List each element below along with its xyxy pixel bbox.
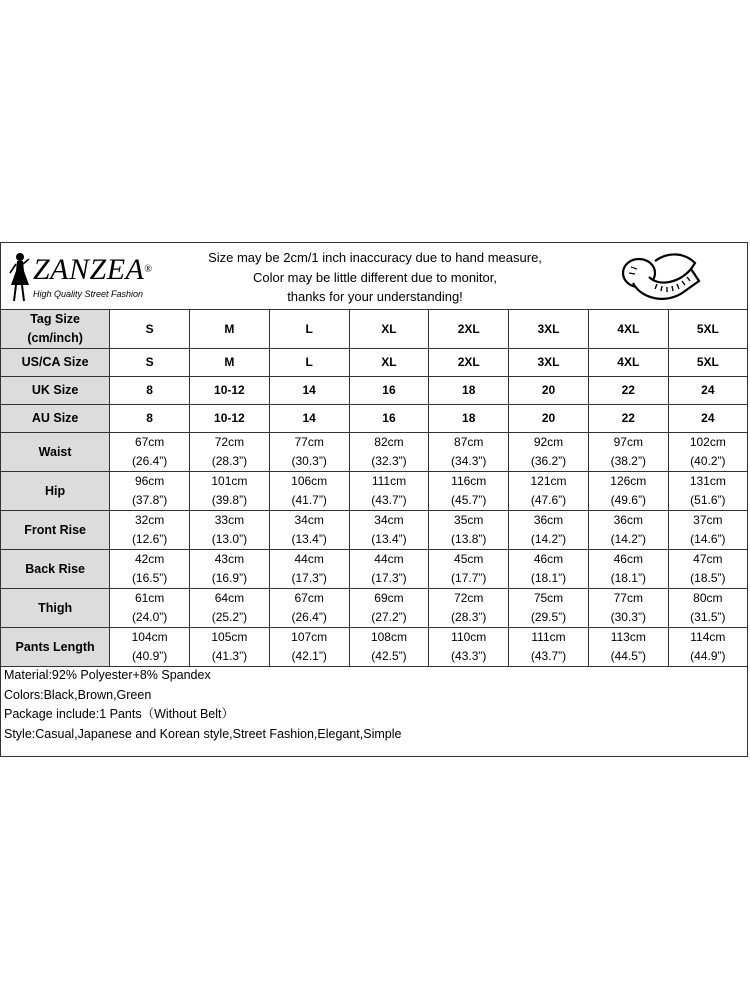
table-row [1,550,747,589]
cm-value: 69cm [374,591,404,605]
inch-value: (44.9”) [690,649,726,663]
size-cell: 20 [509,405,589,433]
cm-value: 77cm [613,591,643,605]
size-chart [0,242,748,757]
inch-value: (43.7”) [371,493,407,507]
cm-value: 72cm [454,591,484,605]
inch-value: (39.8”) [211,493,248,507]
size-cell [349,433,429,472]
size-cell: M [190,349,270,377]
size-cell [269,472,349,511]
row-label: Back Rise [1,550,110,589]
inch-value: (17.3”) [291,571,327,585]
size-cell: 18 [429,405,509,433]
size-cell [509,550,589,589]
size-cell: 4XL [588,310,668,349]
size-cell [588,628,668,667]
notice-line: thanks for your understanding! [287,289,463,304]
inch-value: (42.1”) [291,649,327,663]
size-cell [190,550,270,589]
size-cell: L [269,310,349,349]
cm-value: 77cm [294,435,324,449]
cm-value: 97cm [613,435,643,449]
size-cell: 22 [588,405,668,433]
cm-value: 67cm [294,591,324,605]
cm-value: 36cm [533,513,564,527]
inch-value: (26.4”) [291,610,327,624]
size-cell [110,589,190,628]
table-row [1,472,747,511]
row-label: Tag Size (cm/inch) [1,310,110,349]
cm-value: 110cm [451,630,487,644]
size-cell: 10-12 [190,377,270,405]
table-row [1,511,747,550]
table-row [1,628,747,667]
size-cell: 24 [668,405,747,433]
size-cell [429,511,509,550]
cm-value: 107cm [291,630,328,644]
style-line: Style:Casual,Japanese and Korean style,Street Fashion,Elegant,Simple [4,726,402,741]
cm-value: 101cm [211,474,248,488]
inch-value: (30.3”) [610,610,646,624]
cm-value: 46cm [533,552,564,566]
cm-value: 102cm [689,435,726,449]
inch-value: (40.2”) [690,454,726,468]
cm-value: 64cm [214,591,245,605]
inch-value: (49.6”) [610,493,646,507]
row-label: Pants Length [1,628,110,667]
inch-value: (14.2”) [610,532,646,546]
inch-value: (24.0”) [131,610,168,624]
size-cell [668,589,747,628]
size-cell [509,511,589,550]
inch-value: (16.5”) [131,571,168,585]
size-cell [668,433,747,472]
size-cell: 16 [349,377,429,405]
size-cell: 24 [668,377,747,405]
size-cell [588,511,668,550]
size-cell [668,472,747,511]
size-cell [588,433,668,472]
table-row [1,589,747,628]
table-row [1,310,747,349]
size-cell: 8 [110,377,190,405]
inch-value: (43.7”) [530,649,567,663]
cm-value: 131cm [689,474,726,488]
size-cell: 14 [269,405,349,433]
inch-value: (40.9”) [131,649,168,663]
registered-mark: ® [144,264,153,275]
inch-value: (51.6”) [690,493,726,507]
inch-value: (18.1”) [530,571,567,585]
cm-value: 42cm [134,552,165,566]
cm-value: 37cm [693,513,723,527]
size-cell: S [110,349,190,377]
size-cell [349,589,429,628]
size-cell [349,628,429,667]
size-cell [269,433,349,472]
package-line: Package include:1 Pants（Without Belt） [4,707,234,721]
cm-value: 67cm [134,435,165,449]
inch-value: (13.0”) [211,532,248,546]
inch-value: (13.4”) [291,532,327,546]
row-label: Waist [1,433,110,472]
inch-value: (13.8”) [451,532,487,546]
cm-value: 121cm [530,474,567,488]
cm-value: 44cm [294,552,324,566]
size-cell [668,511,747,550]
size-cell: 2XL [429,349,509,377]
cm-value: 43cm [214,552,245,566]
inch-value: (30.3”) [291,454,327,468]
cm-value: 72cm [214,435,245,449]
size-cell [269,628,349,667]
size-cell: 8 [110,405,190,433]
cm-value: 116cm [451,474,487,488]
size-cell: 2XL [429,310,509,349]
inch-value: (13.4”) [371,532,407,546]
size-cell [509,433,589,472]
table-row [1,377,747,405]
size-cell [349,550,429,589]
row-label: UK Size [1,377,110,405]
cm-value: 106cm [291,474,328,488]
size-cell [588,472,668,511]
chart-header [1,243,747,310]
size-cell [110,628,190,667]
cm-value: 34cm [294,513,324,527]
size-cell [429,550,509,589]
inch-value: (36.2”) [530,454,567,468]
size-cell [588,589,668,628]
size-cell [110,550,190,589]
measuring-tape-icon [619,245,705,307]
inch-value: (41.3”) [211,649,248,663]
size-cell [190,589,270,628]
size-cell [429,589,509,628]
size-cell: XL [349,310,429,349]
inch-value: (18.1”) [610,571,646,585]
inch-value: (47.6”) [530,493,567,507]
inch-value: (27.2”) [371,610,407,624]
size-cell: L [269,349,349,377]
colors-line: Colors:Black,Brown,Green [4,687,152,702]
material-line: Material:92% Polyester+8% Spandex [4,668,211,682]
inch-value: (26.4”) [131,454,168,468]
inch-value: (41.7”) [291,493,327,507]
size-cell: 3XL [509,310,589,349]
table-row [1,405,747,433]
size-cell [668,550,747,589]
product-details [4,666,744,744]
cm-value: 46cm [613,552,643,566]
cm-value: 96cm [134,474,165,488]
inch-value: (17.7”) [451,571,487,585]
cm-value: 111cm [371,474,407,488]
inch-value: (42.5”) [371,649,407,663]
brand-name: ZANZEA [33,253,145,286]
row-label: Thigh [1,589,110,628]
size-cell [509,472,589,511]
cm-value: 114cm [690,630,726,644]
woman-silhouette-icon [5,251,31,303]
inch-value: (14.2”) [530,532,567,546]
size-table [1,310,747,667]
cm-value: 113cm [610,630,646,644]
cm-value: 75cm [533,591,564,605]
size-cell [349,511,429,550]
cm-value: 126cm [610,474,647,488]
size-cell: 5XL [668,310,747,349]
inch-value: (31.5”) [690,610,726,624]
cm-value: 33cm [214,513,245,527]
size-cell: 18 [429,377,509,405]
inch-value: (32.3”) [371,454,407,468]
size-cell: 10-12 [190,405,270,433]
size-cell: 4XL [588,349,668,377]
size-cell [269,589,349,628]
inch-value: (38.2”) [610,454,646,468]
cm-value: 44cm [374,552,404,566]
size-cell: M [190,310,270,349]
size-cell [190,628,270,667]
size-cell [110,472,190,511]
cm-value: 61cm [134,591,165,605]
size-cell [190,433,270,472]
size-cell: 5XL [668,349,747,377]
size-cell [190,472,270,511]
brand-tagline: High Quality Street Fashion [33,289,144,299]
inch-value: (28.3”) [451,610,487,624]
size-cell: 16 [349,405,429,433]
size-cell [509,628,589,667]
inch-value: (16.9”) [211,571,248,585]
measurement-notice [171,248,579,307]
size-cell [190,511,270,550]
cm-value: 104cm [131,630,168,644]
inch-value: (45.7”) [451,493,487,507]
inch-value: (37.8”) [131,493,168,507]
size-cell [429,433,509,472]
table-row [1,349,747,377]
cm-value: 108cm [370,630,407,644]
table-row [1,433,747,472]
cm-value: 105cm [211,630,248,644]
cm-value: 45cm [454,552,484,566]
row-label: Hip [1,472,110,511]
inch-value: (12.6”) [131,532,168,546]
inch-value: (28.3”) [211,454,248,468]
inch-value: (29.5”) [530,610,567,624]
cm-value: 32cm [134,513,165,527]
size-cell: XL [349,349,429,377]
cm-value: 80cm [693,591,723,605]
size-cell [269,511,349,550]
size-cell: 20 [509,377,589,405]
size-cell: S [110,310,190,349]
cm-value: 34cm [374,513,404,527]
inch-value: (43.3”) [451,649,487,663]
cm-value: 111cm [531,630,566,644]
size-cell [668,628,747,667]
size-cell: 22 [588,377,668,405]
inch-value: (18.5”) [690,571,726,585]
inch-value: (14.6”) [690,532,726,546]
brand-logo [5,249,165,305]
size-cell [269,550,349,589]
notice-line: Color may be little different due to monitor, [253,269,497,285]
inch-value: (44.5”) [610,649,646,663]
cm-value: 87cm [454,435,484,449]
row-label: US/CA Size [1,349,110,377]
cm-value: 92cm [533,435,564,449]
cm-value: 35cm [454,513,484,527]
row-label: Front Rise [1,511,110,550]
notice-line: Size may be 2cm/1 inch inaccuracy due to hand measure, [208,250,542,265]
inch-value: (25.2”) [211,610,248,624]
cm-value: 47cm [693,552,723,566]
size-cell: 3XL [509,349,589,377]
size-cell [349,472,429,511]
size-cell [110,433,190,472]
inch-value: (17.3”) [371,571,407,585]
inch-value: (34.3”) [451,454,487,468]
row-label: AU Size [1,405,110,433]
size-cell [509,589,589,628]
size-cell [588,550,668,589]
size-cell [110,511,190,550]
size-cell [429,628,509,667]
cm-value: 36cm [613,513,643,527]
size-cell: 14 [269,377,349,405]
size-cell [429,472,509,511]
cm-value: 82cm [374,435,404,449]
